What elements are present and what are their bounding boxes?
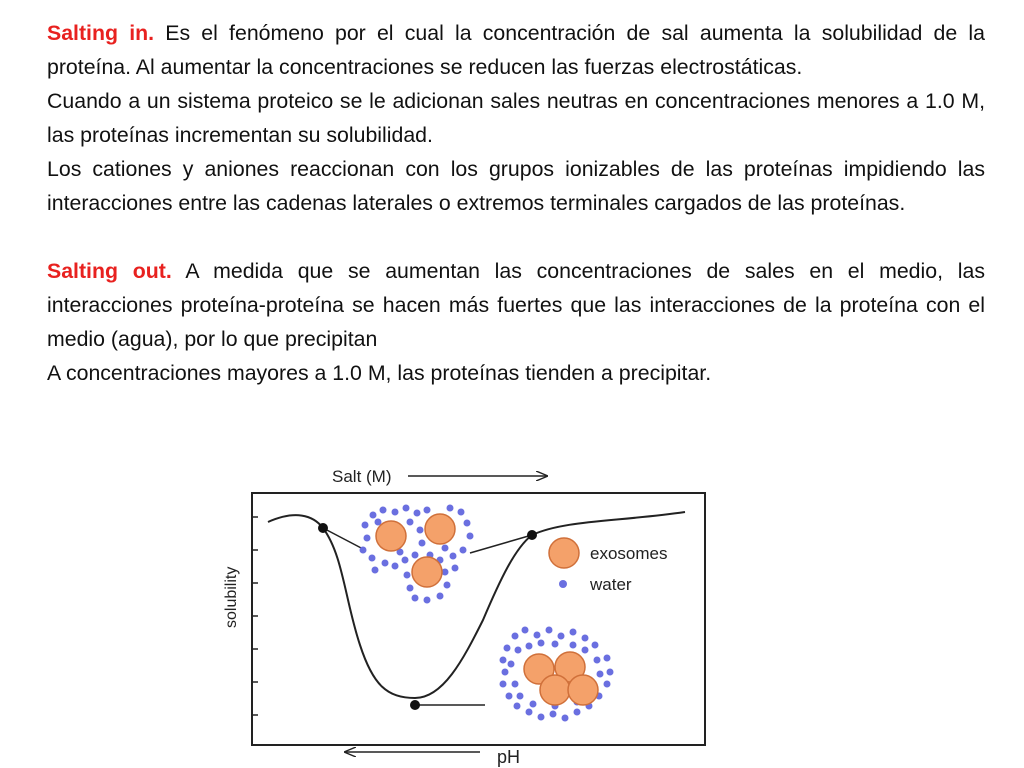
legend-water-label: water <box>590 575 632 594</box>
solubility-curve <box>268 512 685 698</box>
curve-point-right <box>527 530 537 540</box>
solubility-axis-label: solubility <box>223 566 240 628</box>
legend-exosomes-label: exosomes <box>590 544 668 563</box>
paragraph-spacer <box>47 220 985 254</box>
legend-exosome-swatch <box>549 538 579 568</box>
dispersed-exosome-cluster <box>360 505 474 604</box>
salt-axis-label: Salt (M) <box>332 467 392 486</box>
curve-point-bottom <box>410 700 420 710</box>
salting-in-term: Salting in. <box>47 21 155 45</box>
salting-out-paragraph <box>47 254 985 356</box>
legend-water-swatch <box>559 580 567 588</box>
salting-in-definition: Es el fenómeno por el cual la concentración de sal aumenta la solubilidad de la proteína. Al aumentar la concentraciones se reducen las fuerzas electrostáticas. <box>47 21 985 79</box>
slide-text <box>47 16 985 390</box>
salting-in-paragraph <box>47 16 985 84</box>
salting-in-paragraph-2: Cuando a un sistema proteico se le adicionan sales neutras en concentraciones menores a 1.0 M, las proteínas incrementan su solubilidad. <box>47 89 985 147</box>
salting-out-term: Salting out. <box>47 259 172 283</box>
salting-in-paragraph-3: Los cationes y aniones reaccionan con los grupos ionizables de las proteínas impidiendo las interacciones entre las cadenas laterales o extremos terminales cargados de las proteínas. <box>47 157 985 215</box>
solubility-diagram <box>215 460 715 768</box>
solubility-figure <box>215 460 715 768</box>
curve-point-left <box>318 523 328 533</box>
salting-out-definition: A medida que se aumentan las concentraciones de sales en el medio, las interacciones proteína-proteína se hacen más fuertes que las interacciones de la proteína con el medio (agua), por lo que precipitan <box>47 259 985 351</box>
ph-axis-label: pH <box>497 747 521 767</box>
salting-out-paragraph-2: A concentraciones mayores a 1.0 M, las proteínas tienden a precipitar. <box>47 361 712 385</box>
aggregated-exosome-cluster <box>500 627 614 722</box>
